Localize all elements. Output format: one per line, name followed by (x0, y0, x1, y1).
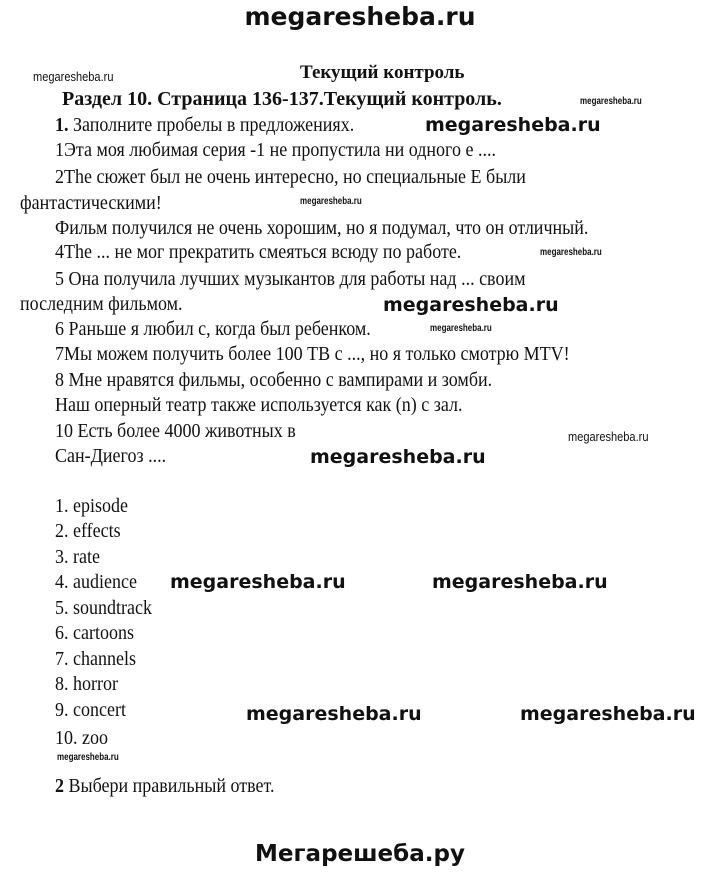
answer-item: 10. zoo (55, 727, 109, 749)
watermark: megaresheba.ru (383, 294, 559, 316)
watermark: megaresheba.ru (310, 446, 486, 468)
watermark: megaresheba.ru (580, 96, 642, 107)
task-text: Выбери правильный ответ. (68, 775, 275, 797)
site-footer[interactable]: Мегарешеба.ру (255, 841, 465, 867)
sentence: фантастическими! (20, 192, 162, 214)
sentence: 1Эта моя любимая серия -1 не пропустила ни одного е .... (55, 139, 496, 161)
watermark: megaresheba.ru (520, 703, 696, 725)
task-number: 1. (55, 114, 69, 136)
sentence: 4The ... не мог прекратить смеяться всюду по работе. (55, 241, 462, 263)
task-1-instruction (55, 114, 354, 136)
task-2-instruction (55, 775, 274, 797)
answer-item: 2. effects (55, 520, 121, 542)
watermark: megaresheba.ru (540, 247, 602, 258)
sentence: 2The сюжет был не очень интересно, но специальные Е были (55, 166, 526, 188)
sentence: 8 Мне нравятся фильмы, особенно с вампирами и зомби. (55, 369, 493, 391)
watermark: megaresheba.ru (246, 703, 422, 725)
watermark: megaresheba.ru (33, 69, 114, 84)
answer-item: 5. soundtrack (55, 597, 152, 619)
watermark: megaresheba.ru (57, 752, 119, 763)
watermark: megaresheba.ru (432, 571, 608, 593)
sentence: Фильм получился не очень хорошим, но я подумал, что он отличный. (55, 217, 589, 239)
sentence: 6 Раньше я любил с, когда был ребенком. (55, 318, 371, 340)
answer-item: 6. cartoons (55, 622, 134, 644)
sentence: 5 Она получила лучших музыкантов для работы над ... своим (55, 268, 526, 290)
watermark: megaresheba.ru (425, 114, 601, 136)
section-heading: Раздел 10. Страница 136-137.Текущий контроль. (62, 88, 502, 110)
answer-item: 8. horror (55, 673, 118, 695)
watermark: megaresheba.ru (568, 429, 649, 444)
sentence: 10 Есть более 4000 животных в (55, 420, 296, 442)
watermark: megaresheba.ru (430, 323, 492, 334)
answer-item: 3. rate (55, 546, 100, 568)
sentence: Наш оперный театр также используется как (n) с зал. (55, 394, 463, 416)
sentence: последним фильмом. (20, 293, 183, 315)
answer-item: 1. episode (55, 495, 128, 517)
answer-item: 4. audience (55, 571, 137, 593)
watermark: megaresheba.ru (300, 196, 362, 207)
task-text: Заполните пробелы в предложениях. (73, 114, 355, 136)
task-number: 2 (55, 775, 64, 797)
sentence: Сан-Диегоз .... (55, 445, 167, 467)
page-title: Текущий контроль (300, 62, 465, 83)
watermark: megaresheba.ru (170, 571, 346, 593)
answer-item: 9. concert (55, 699, 126, 721)
answer-item: 7. channels (55, 648, 136, 670)
site-header[interactable]: megaresheba.ru (244, 2, 476, 31)
sentence: 7Мы можем получить более 100 ТВ с ..., но я только смотрю MTV! (55, 343, 570, 365)
